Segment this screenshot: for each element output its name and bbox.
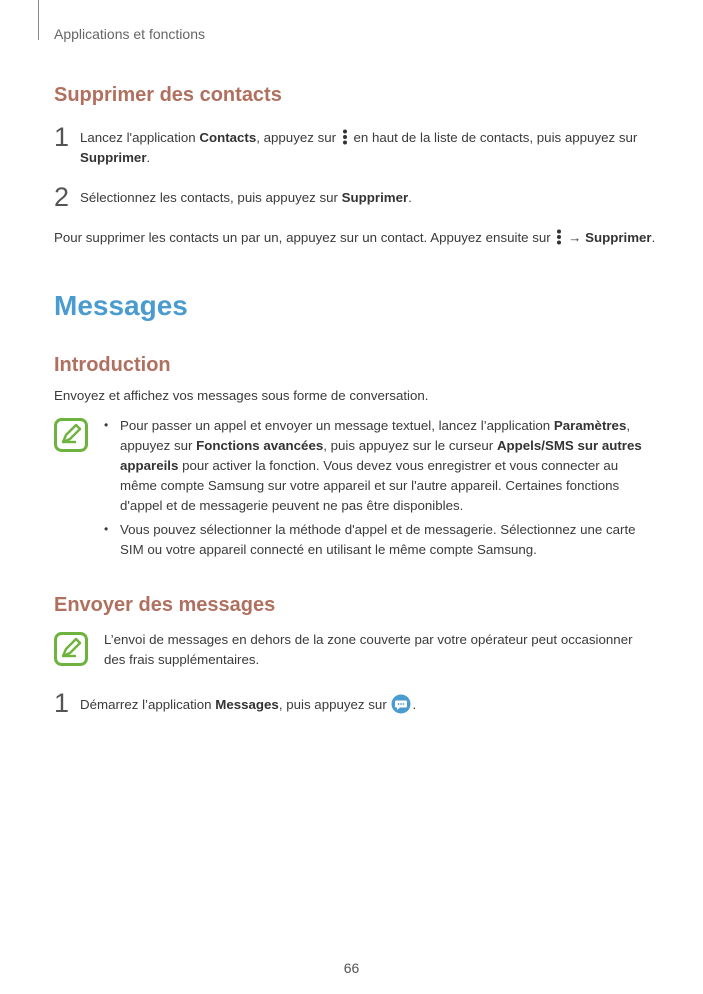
chapter-title-messages: Messages bbox=[54, 290, 188, 321]
more-options-icon bbox=[556, 229, 562, 245]
step-number: 1 bbox=[54, 688, 70, 718]
bullet-marker: • bbox=[104, 522, 109, 536]
step-text: Démarrez l’application Messages, puis appuyez sur . bbox=[80, 694, 670, 715]
step-number: 2 bbox=[54, 182, 70, 212]
margin-line bbox=[38, 0, 39, 40]
note-icon bbox=[54, 632, 88, 666]
intro-text: Envoyez et affichez vos messages sous forme de conversation. bbox=[54, 388, 429, 403]
more-options-icon bbox=[342, 129, 348, 145]
bullet-text: Pour passer un appel et envoyer un message textuel, lancez l’application Paramètres, appuyez sur Fonctions avancées, puis appuyez sur le curseur Appels/SMS sur autres appareils pour activer la fonction. Vous devez vous enregistrer et vous connecter au même compte Samsung sur votre appareil et sur l'autre appareil. Certaines fonctions d'appel et de messagerie peuvent ne pas être disponibles. bbox=[120, 418, 642, 513]
section-title-introduction: Introduction bbox=[54, 354, 171, 376]
note-icon bbox=[54, 418, 88, 452]
section-title-delete-contacts: Supprimer des contacts bbox=[54, 84, 282, 106]
step-number: 1 bbox=[54, 122, 70, 152]
compose-message-icon bbox=[391, 694, 411, 714]
note-text: L’envoi de messages en dehors de la zone couverte par votre opérateur peut occasionner des frais supplémentaires. bbox=[104, 632, 633, 667]
paragraph: Pour supprimer les contacts un par un, appuyez sur un contact. Appuyez ensuite sur → Supprimer. bbox=[54, 230, 656, 245]
running-header: Applications et fonctions bbox=[54, 26, 205, 42]
step-text: Sélectionnez les contacts, puis appuyez sur Supprimer. bbox=[80, 190, 412, 205]
bullet-marker: • bbox=[104, 418, 109, 432]
section-title-send-messages: Envoyer des messages bbox=[54, 594, 276, 616]
page-number: 66 bbox=[343, 960, 360, 976]
step-text: Lancez l'application Contacts, appuyez sur en haut de la liste de contacts, puis appuyez sur Supprimer. bbox=[80, 130, 638, 165]
bullet-text: Vous pouvez sélectionner la méthode d'appel et de messagerie. Sélectionnez une carte SIM ou votre appareil connecté en utilisant le même compte Samsung. bbox=[120, 522, 636, 557]
